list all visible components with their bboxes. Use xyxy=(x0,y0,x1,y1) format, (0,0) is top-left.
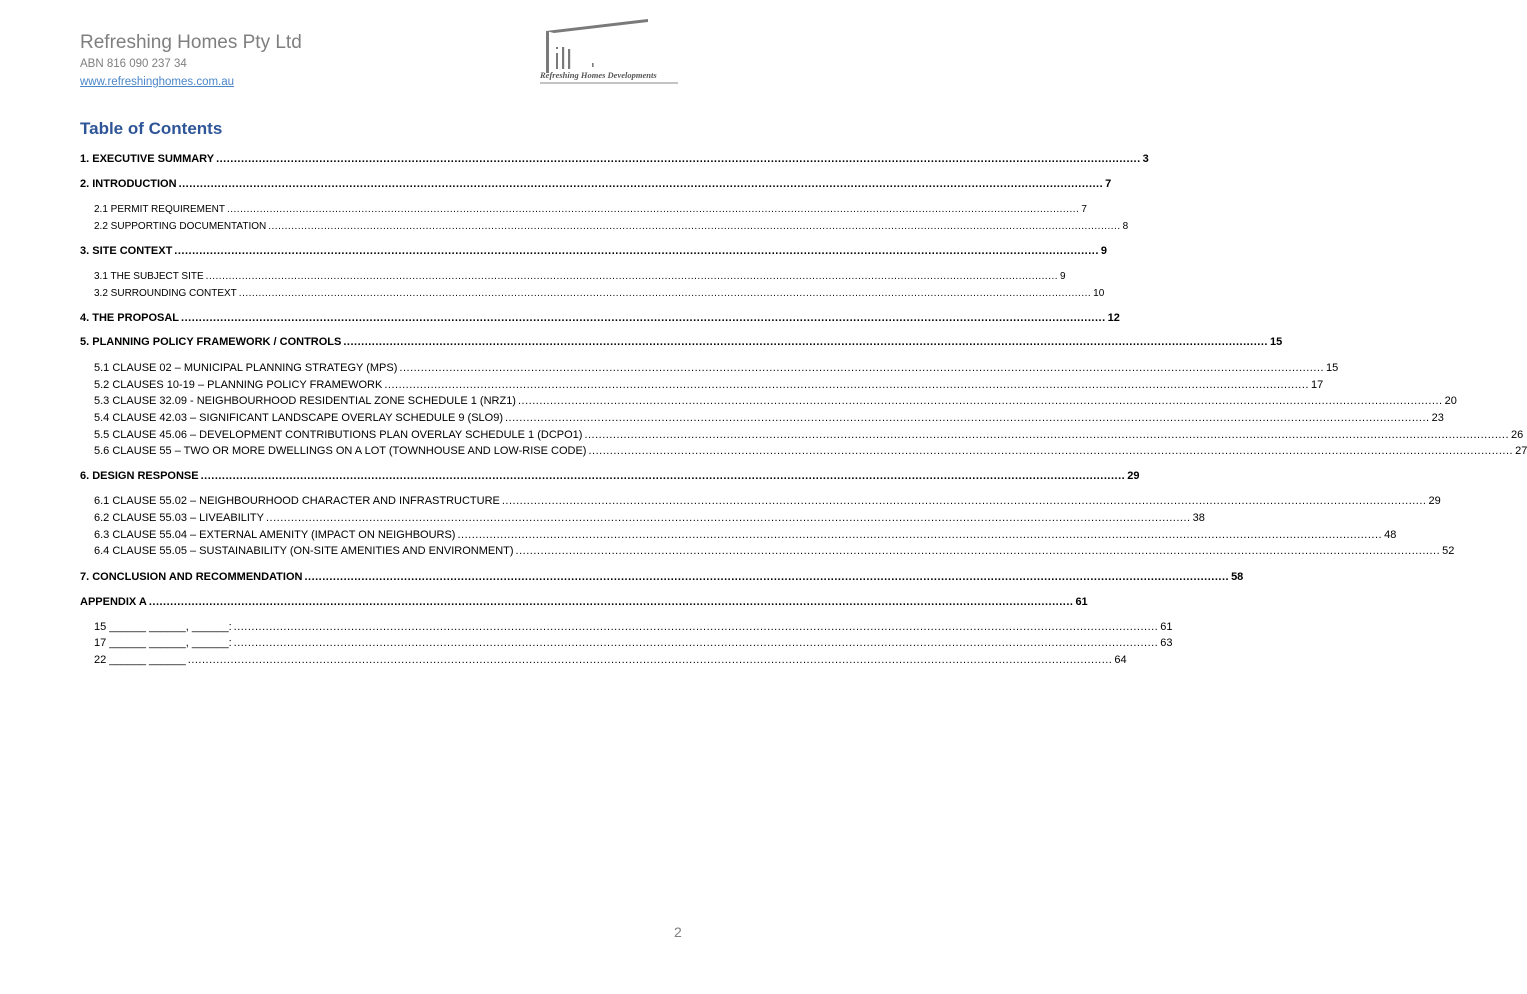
toc-entry-subject-site[interactable]: 3.1 THE SUBJECT SITE .................................................................................................................................................................................................................................................................... 9 xyxy=(94,271,1066,282)
toc-entry-clause-02[interactable]: 5.1 CLAUSE 02 – MUNICIPAL PLANNING STRATEGY (MPS) .................................................................................................................................................................................................................................................................... 15 xyxy=(94,362,1339,374)
toc-entry-design-response[interactable]: 6. DESIGN RESPONSE .................................................................................................................................................................................................................................................................... 29 xyxy=(80,470,1140,482)
toc-entry-planning-policy-framework[interactable]: 5. PLANNING POLICY FRAMEWORK / CONTROLS .................................................................................................................................................................................................................................................................... 15 xyxy=(80,336,1283,348)
toc-entry-surrounding-context[interactable]: 3.2 SURROUNDING CONTEXT .................................................................................................................................................................................................................................................................... 10 xyxy=(94,288,1105,299)
toc-entry-clauses-10-19[interactable]: 5.2 CLAUSES 10-19 – PLANNING POLICY FRAMEWORK .................................................................................................................................................................................................................................................................... 17 xyxy=(94,379,1324,391)
toc-entry-permit-requirement[interactable]: 2.1 PERMIT REQUIREMENT .................................................................................................................................................................................................................................................................... 7 xyxy=(94,204,1087,215)
toc-entry-clause-55-03[interactable]: 6.2 CLAUSE 55.03 – LIVEABILITY .................................................................................................................................................................................................................................................................... 38 xyxy=(94,512,1205,524)
toc-entry-clause-32-09[interactable]: 5.3 CLAUSE 32.09 - NEIGHBOURHOOD RESIDENTIAL ZONE SCHEDULE 1 (NRZ1) .................................................................................................................................................................................................................................................................... 20 xyxy=(94,395,1457,407)
toc-entry-executive-summary[interactable]: 1. EXECUTIVE SUMMARY .................................................................................................................................................................................................................................................................... 3 xyxy=(80,153,1149,165)
company-name: Refreshing Homes Pty Ltd xyxy=(80,32,302,53)
website-link[interactable]: www.refreshinghomes.com.au xyxy=(80,76,235,88)
toc-entry-clause-45-06[interactable]: 5.5 CLAUSE 45.06 – DEVELOPMENT CONTRIBUTIONS PLAN OVERLAY SCHEDULE 1 (DCPO1) .................................................................................................................................................................................................................................................................... 26 xyxy=(94,429,1524,441)
toc-entry-clause-55[interactable]: 5.6 CLAUSE 55 – TWO OR MORE DWELLINGS ON A LOT (TOWNHOUSE AND LOW-RISE CODE) .................................................................................................................................................................................................................................................................... 27 xyxy=(94,445,1527,457)
letterhead xyxy=(80,32,302,90)
abn-number: ABN 816 090 237 34 xyxy=(80,58,187,70)
toc-entry-introduction[interactable]: 2. INTRODUCTION .................................................................................................................................................................................................................................................................... 7 xyxy=(80,178,1112,190)
toc-entry-conclusion[interactable]: 7. CONCLUSION AND RECOMMENDATION .................................................................................................................................................................................................................................................................... 58 xyxy=(80,571,1244,583)
logo-caption: Refreshing Homes Developments xyxy=(540,70,657,80)
toc-entry-appendix-15[interactable]: 15 ______ ______, ______: .................................................................................................................................................................................................................................................................... 61 xyxy=(94,621,1173,633)
toc-entry-site-context[interactable]: 3. SITE CONTEXT .................................................................................................................................................................................................................................................................... 9 xyxy=(80,245,1108,257)
toc-entry-appendix-a[interactable]: APPENDIX A .................................................................................................................................................................................................................................................................... 61 xyxy=(80,596,1088,608)
toc-entry-clause-55-02[interactable]: 6.1 CLAUSE 55.02 – NEIGHBOURHOOD CHARACTER AND INFRASTRUCTURE .................................................................................................................................................................................................................................................................... 29 xyxy=(94,495,1441,507)
toc-entry-clause-55-05[interactable]: 6.4 CLAUSE 55.05 – SUSTAINABILITY (ON-SITE AMENITIES AND ENVIRONMENT) .................................................................................................................................................................................................................................................................... 52 xyxy=(94,545,1455,557)
toc-heading: Table of Contents xyxy=(80,119,223,138)
toc-entry-clause-55-04[interactable]: 6.3 CLAUSE 55.04 – EXTERNAL AMENITY (IMPACT ON NEIGHBOURS) .................................................................................................................................................................................................................................................................... 48 xyxy=(94,529,1397,541)
toc-entry-the-proposal[interactable]: 4. THE PROPOSAL .................................................................................................................................................................................................................................................................... 12 xyxy=(80,312,1120,324)
toc-entry-appendix-22[interactable]: 22 ______ ______ .................................................................................................................................................................................................................................................................... 64 xyxy=(94,654,1127,666)
toc-entry-clause-42-03[interactable]: 5.4 CLAUSE 42.03 – SIGNIFICANT LANDSCAPE OVERLAY SCHEDULE 9 (SLO9) .................................................................................................................................................................................................................................................................... 23 xyxy=(94,412,1444,424)
toc-entry-appendix-17[interactable]: 17 ______ ______, ______: .................................................................................................................................................................................................................................................................... 63 xyxy=(94,637,1173,649)
page-number: 2 xyxy=(674,924,682,940)
toc-entry-supporting-documentation[interactable]: 2.2 SUPPORTING DOCUMENTATION .................................................................................................................................................................................................................................................................... 8 xyxy=(94,221,1129,232)
